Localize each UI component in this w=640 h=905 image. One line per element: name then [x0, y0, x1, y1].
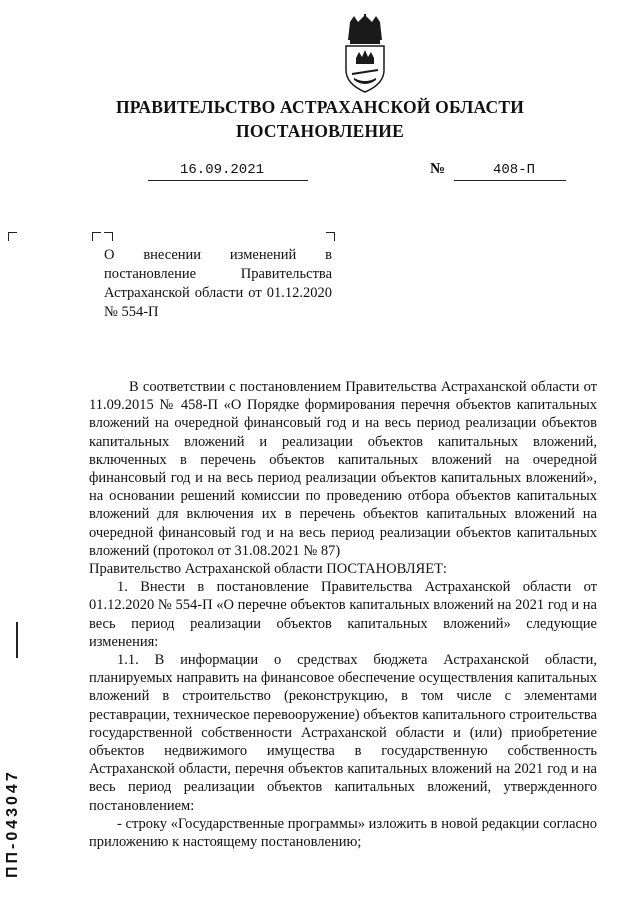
doc-subject: О внесении изменений в постановление Правительства Астраханской области от 01.12.2020 № 554-П	[104, 247, 332, 320]
serial-number: ПП-043047	[4, 769, 21, 878]
corner-mark-subject-left	[92, 232, 101, 241]
doc-date: 16.09.2021	[180, 162, 265, 178]
coat-of-arms-icon	[340, 14, 390, 94]
date-underline	[148, 180, 308, 181]
corner-mark-subject-inner	[104, 232, 113, 241]
paragraph-dash-item: - строку «Государственные программы» изложить в новой редакции согласно приложению к настоящему постановлению;	[89, 815, 597, 851]
corner-mark-left	[8, 232, 17, 241]
doc-body	[89, 378, 597, 851]
number-sign: №	[430, 161, 446, 177]
corner-mark-subject-right	[326, 232, 335, 241]
paragraph-resolves: Правительство Астраханской области ПОСТАНОВЛЯЕТ:	[89, 561, 447, 578]
paragraph-preamble: В соответствии с постановлением Правительства Астраханской области от 11.09.2015 № 458-П «О Порядке формирования перечня объектов капитальных вложений на очередной финансовый год и на весь период реализации объектов капитальных вложений и реализации объектов капитальных вложений, включенных в перечень объектов капитальных вложений на очередной финансовый год и на весь период реализации объектов капитальных вложений», на основании решений комиссии по проведению отбора объектов капитальных вложений для включения их в перечень объектов капитальных вложений на очередной финансовый год и на весь период реализации объектов капитальных вложений (протокол от 31.08.2021 № 87)	[89, 379, 597, 559]
paragraph-item-1-1: 1.1. В информации о средствах бюджета Астраханской области, планируемых направить на финансовое обеспечение осуществления капитальных вложений в строительство (реконструкцию, в том числе с элементами реставрации, техническое перевооружение) объектов капитального строительства государственной собственности Астраханской области и (или) приобретение объектов недвижимого имущества в государственную собственность Астраханской области, перечня объектов капитальных вложений на 2021 год и на весь период реализации объектов капитальных вложений, утвержденного постановлением:	[89, 652, 597, 814]
doc-type-title: ПОСТАНОВЛЕНИЕ	[236, 121, 404, 141]
serial-sidebar	[4, 718, 26, 878]
number-underline	[454, 180, 566, 181]
doc-number: 408-П	[493, 162, 536, 178]
margin-line	[16, 622, 18, 658]
org-title: ПРАВИТЕЛЬСТВО АСТРАХАНСКОЙ ОБЛАСТИ	[115, 97, 525, 117]
paragraph-item-1: 1. Внести в постановление Правительства Астраханской области от 01.12.2020 № 554-П «О перечне объектов капитальных вложений на 2021 год и на весь период реализации объектов капитальных вложений» следующие изменения:	[89, 579, 597, 650]
